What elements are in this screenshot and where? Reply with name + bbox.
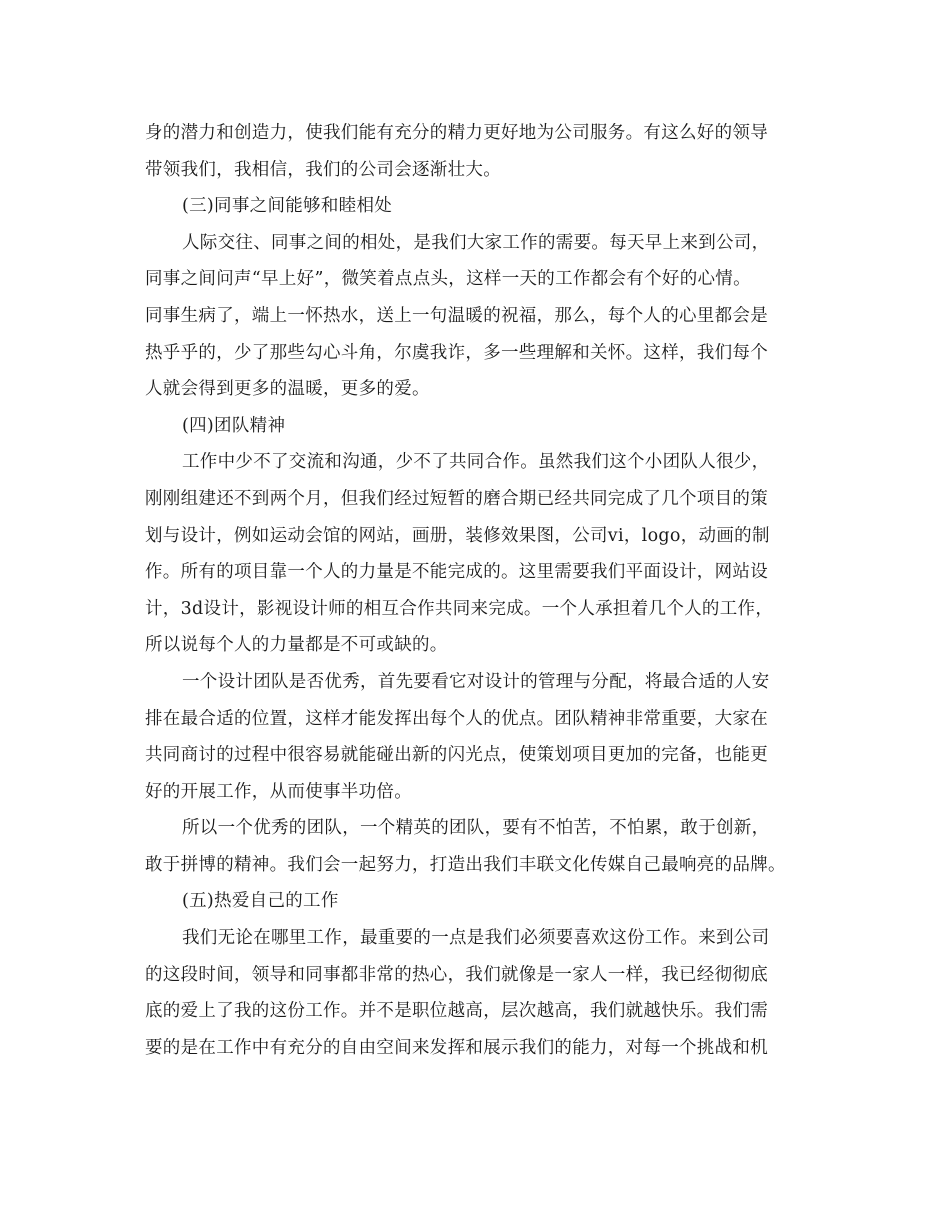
text-line: 敢于拼博的精神。我们会一起努力，打造出我们丰联文化传媒自己最响亮的品牌。 [145,854,786,875]
text-line: 好的开展工作，从而使事半功倍。 [145,781,412,802]
text-line: 底的爱上了我的这份工作。并不是职位越高，层次越高，我们就越快乐。我们需 [145,1001,768,1022]
text-line: 同事之间问声“早上好”，微笑着点点头，这样一天的工作都会有个好的心情。 [145,269,751,290]
text-line: 的这段时间，领导和同事都非常的热心，我们就像是一家人一样，我已经彻彻底 [145,964,768,985]
text-line: 身的潜力和创造力，使我们能有充分的精力更好地为公司服务。有这么好的领导 [145,123,768,143]
text-line: 排在最合适的位置，这样才能发挥出每个人的优点。团队精神非常重要，大家在 [145,708,768,729]
text-line: 所以一个优秀的团队，一个精英的团队，要有不怕苦，不怕累，敢于创新， [182,818,770,839]
text-line: 作。所有的项目靠一个人的力量是不能完成的。这里需要我们平面设计，网站设 [145,562,768,583]
text-line: 工作中少不了交流和沟通，少不了共同合作。虽然我们这个小团队人很少， [182,452,770,473]
section-heading: (三)同事之间能够和睦相处 [182,196,393,217]
document-body [145,115,805,1066]
text-line: 共同商讨的过程中很容易就能碰出新的闪光点，使策划项目更加的完备，也能更 [145,745,768,766]
text-line: 一个设计团队是否优秀，首先要看它对设计的管理与分配，将最合适的人安 [182,671,770,692]
text-line: 热乎乎的，少了那些勾心斗角，尔虞我诈，多一些理解和关怀。这样，我们每个 [145,342,768,363]
text-line: 人就会得到更多的温暖，更多的爱。 [145,379,430,400]
text-line: 同事生病了，端上一怀热水，送上一句温暖的祝福，那么，每个人的心里都会是 [145,305,768,326]
text-line: 我们无论在哪里工作，最重要的一点是我们必须要喜欢这份工作。来到公司 [182,928,770,949]
text-line: 人际交往、同事之间的相处，是我们大家工作的需要。每天早上来到公司， [182,232,770,253]
text-line: 划与设计，例如运动会馆的网站，画册，装修效果图，公司vi，logo，动画的制 [145,525,770,546]
text-line: 刚刚组建还不到两个月，但我们经过短暂的磨合期已经共同完成了几个项目的策 [145,488,768,509]
text-line: 带领我们，我相信，我们的公司会逐渐壮大。 [145,159,501,180]
text-line: 计，3d设计，影视设计师的相互合作共同来完成。一个人承担着几个人的工作， [145,598,774,619]
text-line: 要的是在工作中有充分的自由空间来发挥和展示我们的能力，对每一个挑战和机 [145,1037,768,1058]
text-line: 所以说每个人的力量都是不可或缺的。 [145,635,448,656]
section-heading: (五)热爱自己的工作 [182,891,339,912]
section-heading: (四)团队精神 [182,415,286,436]
